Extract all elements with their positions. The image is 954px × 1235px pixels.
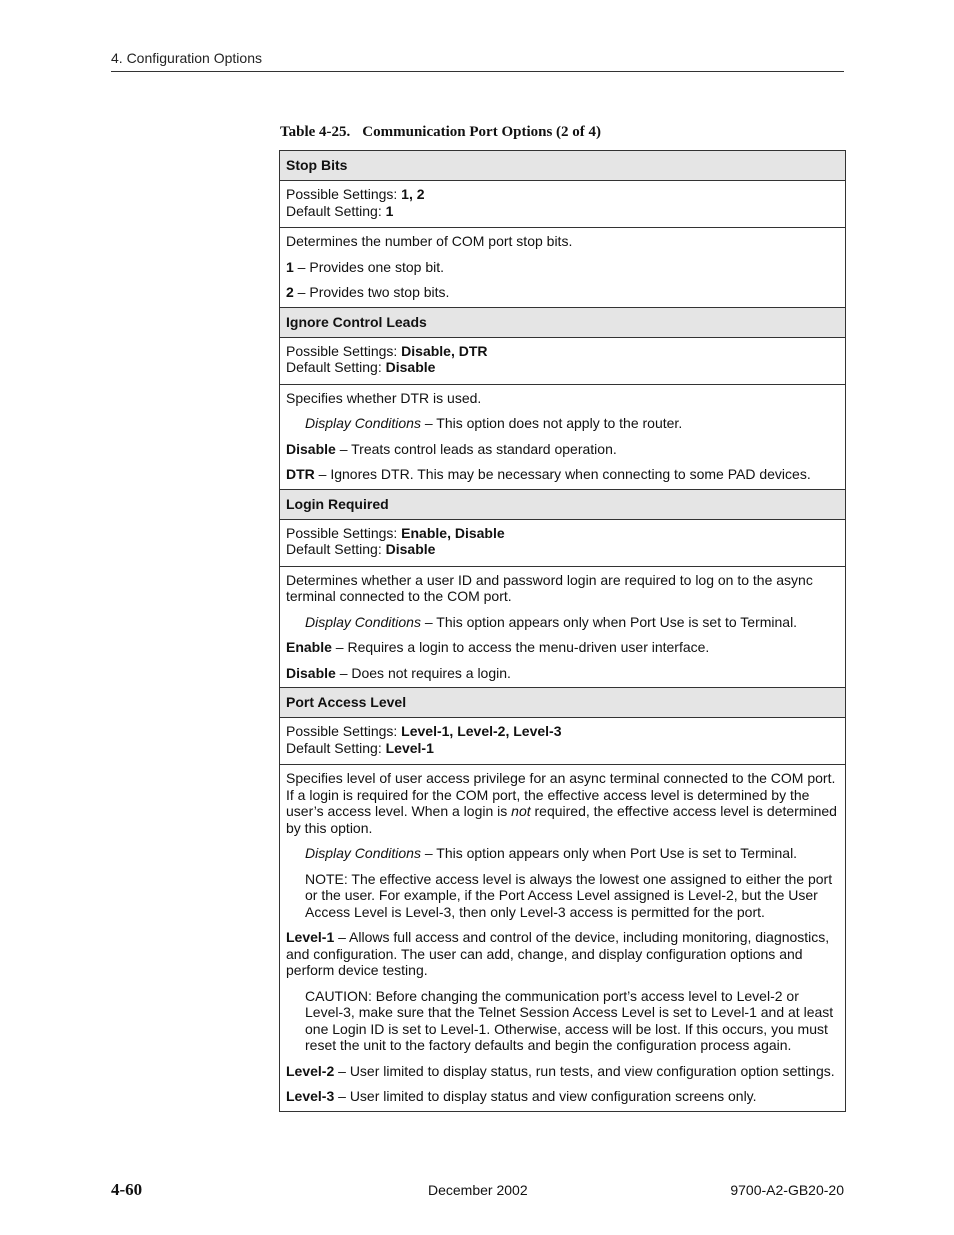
section-title: Ignore Control Leads (280, 307, 846, 337)
default-value: Level-1 (385, 739, 434, 756)
option-text: – Allows full access and control of the device, including monitoring, diagnostics, and configuration. The user can add, change, and display configuration options and perform device testing. (286, 929, 830, 978)
settings-row-port-access-level (280, 718, 846, 765)
running-head: 4. Configuration Options (111, 50, 262, 66)
default-value: Disable (385, 359, 436, 375)
default-label: Default Setting: (286, 541, 386, 557)
option-item (286, 1088, 839, 1105)
option-term: Level-2 (286, 1062, 335, 1079)
option-item (286, 929, 839, 979)
possible-label: Possible Settings: (286, 723, 402, 739)
possible-value: Level-1, Level-2, Level-3 (401, 723, 562, 739)
option-text: – Ignores DTR. This may be necessary when connecting to some PAD devices. (314, 466, 811, 482)
option-term: Enable (286, 639, 332, 655)
option-text: – User limited to display status and view configuration screens only. (334, 1088, 757, 1104)
emphasis-not: not (511, 803, 531, 819)
possible-value: Enable, Disable (401, 524, 505, 541)
possible-label: Possible Settings: (286, 342, 402, 359)
possible-value: 1, 2 (401, 186, 425, 202)
caption-title: Communication Port Options (2 of 4) (362, 124, 602, 140)
footer-date: December 2002 (428, 1182, 528, 1198)
option-term: Disable (286, 440, 336, 457)
default-label: Default Setting: (286, 739, 386, 756)
description: Specifies whether DTR is used. (286, 389, 482, 406)
option-item (286, 259, 839, 276)
option-item (286, 284, 839, 301)
caution: CAUTION: Before changing the communication port’s access level to Level-2 or Level-3, make sure that the Telnet Session Access Level is set to Level-1 and at least one Login ID is set to Level-1. Otherwise, access will be lost. If this occurs, you must reset the unit to the factory defaults and begin the configuration process again. (305, 987, 834, 1053)
possible-label: Possible Settings: (286, 186, 402, 202)
section-header-ignore-control-leads (280, 307, 846, 337)
default-value: Disable (385, 541, 436, 557)
display-conditions (286, 614, 839, 631)
option-item (286, 1063, 839, 1080)
conditions-text: – This option appears only when Port Use is set to Terminal. (420, 613, 798, 630)
option-item (286, 466, 839, 483)
default-label: Default Setting: (286, 202, 386, 219)
caption-number: Table 4-25. (280, 124, 351, 140)
option-term: 2 (286, 284, 294, 300)
header-rule (111, 71, 844, 72)
options-table (279, 150, 846, 1112)
default-value: 1 (385, 202, 394, 219)
section-title: Stop Bits (280, 151, 846, 181)
doc-number: 9700-A2-GB20-20 (730, 1182, 844, 1198)
conditions-label: Display Conditions (305, 845, 421, 861)
default-label: Default Setting: (286, 359, 386, 375)
option-text: – Treats control leads as standard operation. (335, 440, 617, 457)
option-term: Disable (286, 664, 336, 681)
option-item (286, 639, 839, 656)
description-row-login-required (280, 566, 846, 688)
description: Determines the number of COM port stop bits. (286, 233, 573, 249)
option-text: – User limited to display status, run tests, and view configuration option settings. (334, 1062, 835, 1079)
option-text: – Provides two stop bits. (293, 284, 450, 300)
description (286, 770, 839, 836)
section-header-login-required (280, 489, 846, 519)
page-number: 4-60 (111, 1180, 143, 1199)
option-text: – Does not requires a login. (335, 664, 511, 681)
conditions-label: Display Conditions (305, 415, 421, 431)
option-term: 1 (286, 258, 294, 275)
settings-row-login-required (280, 519, 846, 566)
conditions-label: Display Conditions (305, 613, 421, 630)
description-row-ignore-control-leads (280, 384, 846, 489)
display-conditions (286, 415, 839, 432)
option-item (286, 441, 839, 458)
section-title: Port Access Level (280, 688, 846, 718)
table-caption (280, 124, 601, 141)
option-text: – Provides one stop bit. (293, 258, 444, 275)
section-title: Login Required (280, 489, 846, 519)
description-row-port-access-level (280, 765, 846, 1112)
option-text: – Requires a login to access the menu-driven user interface. (331, 639, 710, 655)
option-item (286, 665, 839, 682)
option-term: DTR (286, 466, 315, 482)
description-text: required, the effective access level is determined by this option. (286, 803, 837, 836)
settings-row-stop-bits (280, 181, 846, 228)
description-row-stop-bits (280, 228, 846, 308)
conditions-text: – This option appears only when Port Use is set to Terminal. (420, 845, 798, 861)
possible-value: Disable, DTR (401, 342, 488, 359)
description: Determines whether a user ID and password login are required to log on to the async terminal connected to the COM port. (286, 571, 813, 604)
note: NOTE: The effective access level is always the lowest one assigned to either the port or the user. For example, if the Port Access Level assigned is Level-2, but the User Access Level is Level-3, then only Level-3 access is permitted for the port. (305, 870, 833, 920)
conditions-text: – This option does not apply to the router. (420, 415, 683, 431)
possible-label: Possible Settings: (286, 524, 402, 541)
display-conditions (286, 845, 839, 862)
description-text: Specifies level of user access privilege for an async terminal connected to the COM port. If a login is required for the COM port, the effective access level is determined by the user’s access level. When a login is (286, 770, 836, 819)
settings-row-ignore-control-leads (280, 337, 846, 384)
section-header-port-access-level (280, 688, 846, 718)
option-term: Level-3 (286, 1088, 335, 1104)
section-header-stop-bits (280, 151, 846, 181)
option-term: Level-1 (286, 929, 335, 945)
